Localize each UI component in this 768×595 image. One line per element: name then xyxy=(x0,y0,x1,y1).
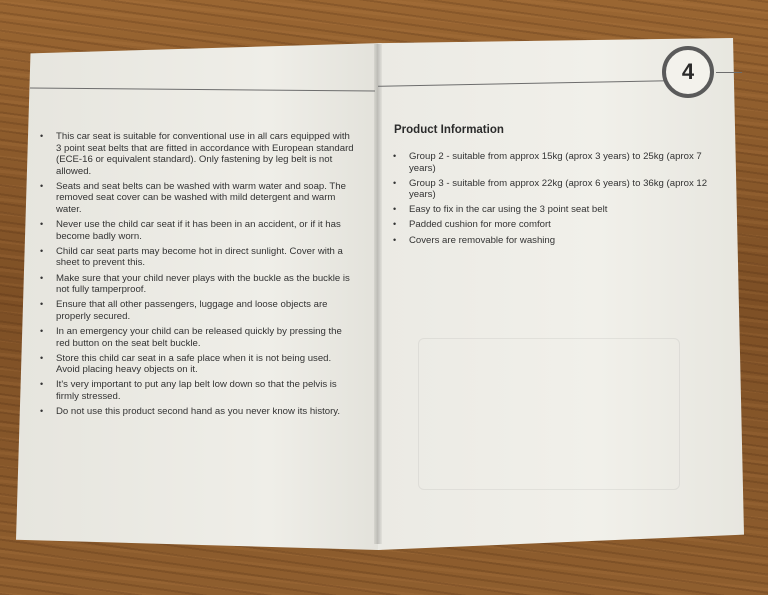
right-page xyxy=(378,38,744,550)
list-item: • Child car seat parts may become hot in direct sunlight. Cover with a sheet to prevent this. xyxy=(40,245,343,269)
list-item: • Covers are removable for washing xyxy=(393,234,556,246)
bullet-icon: • xyxy=(40,180,44,191)
list-item: • Group 2 - suitable from approx 15kg (aprox 3 years) to 25kg (aprox 7 years) xyxy=(393,151,702,174)
booklet xyxy=(16,38,744,550)
bullet-icon: • xyxy=(393,219,397,230)
safety-notes-list xyxy=(40,131,356,421)
bullet-icon: • xyxy=(393,177,397,188)
list-item: • Store this child car seat in a safe place when it is not being used. Avoid placing heavy objects on it. xyxy=(40,352,332,376)
list-item: • Do not use this product second hand as you never know its history. xyxy=(40,405,341,417)
bullet-icon: • xyxy=(40,379,44,390)
bullet-icon: • xyxy=(40,299,44,310)
bullet-icon: • xyxy=(40,325,44,336)
list-item: • In an emergency your child can be released quickly by pressing the red button on the seat belt buckle. xyxy=(40,325,342,349)
product-information-list xyxy=(393,151,709,250)
bullet-icon: • xyxy=(393,151,397,161)
page-number: 4 xyxy=(681,59,695,84)
list-item: • Seats and seat belts can be washed with warm water and soap. The removed seat cover can be washed with mild detergent and warm water. xyxy=(40,180,346,216)
list-item: • Easy to fix in the car using the 3 point seat belt xyxy=(393,204,608,216)
bullet-icon: • xyxy=(40,245,44,256)
page-number-badge xyxy=(662,46,714,98)
bullet-icon: • xyxy=(393,234,397,245)
list-item: • Make sure that your child never plays with the buckle as the buckle is not fully tamperproof. xyxy=(40,272,350,296)
right-header-rule-end xyxy=(716,72,742,73)
bullet-icon: • xyxy=(40,352,44,363)
product-information-heading: Product Information xyxy=(394,124,504,136)
list-item: • This car seat is suitable for conventional use in all cars equipped with 3 point seat belts that are fitted in accordance with European standard (ECE-16 or equivalent standard). Only fastening by leg belt is not allowed. xyxy=(40,131,354,177)
list-item: • It's very important to put any lap belt low down so that the pelvis is firmly stressed. xyxy=(40,379,337,402)
show-through-illustration xyxy=(418,338,680,490)
bullet-icon: • xyxy=(40,405,44,416)
list-item: • Group 3 - suitable from approx 22kg (aprox 6 years) to 36kg (aprox 12 years) xyxy=(393,177,708,201)
list-item: • Never use the child car seat if it has been in an accident, or if it has become badly worn. xyxy=(40,219,341,242)
bullet-icon: • xyxy=(393,204,397,215)
bullet-icon: • xyxy=(40,272,44,283)
booklet-spine xyxy=(374,44,382,544)
bullet-icon: • xyxy=(40,131,44,141)
bullet-icon: • xyxy=(40,219,44,230)
list-item: • Padded cushion for more comfort xyxy=(393,219,551,231)
list-item: • Ensure that all other passengers, luggage and loose objects are properly secured. xyxy=(40,299,328,322)
